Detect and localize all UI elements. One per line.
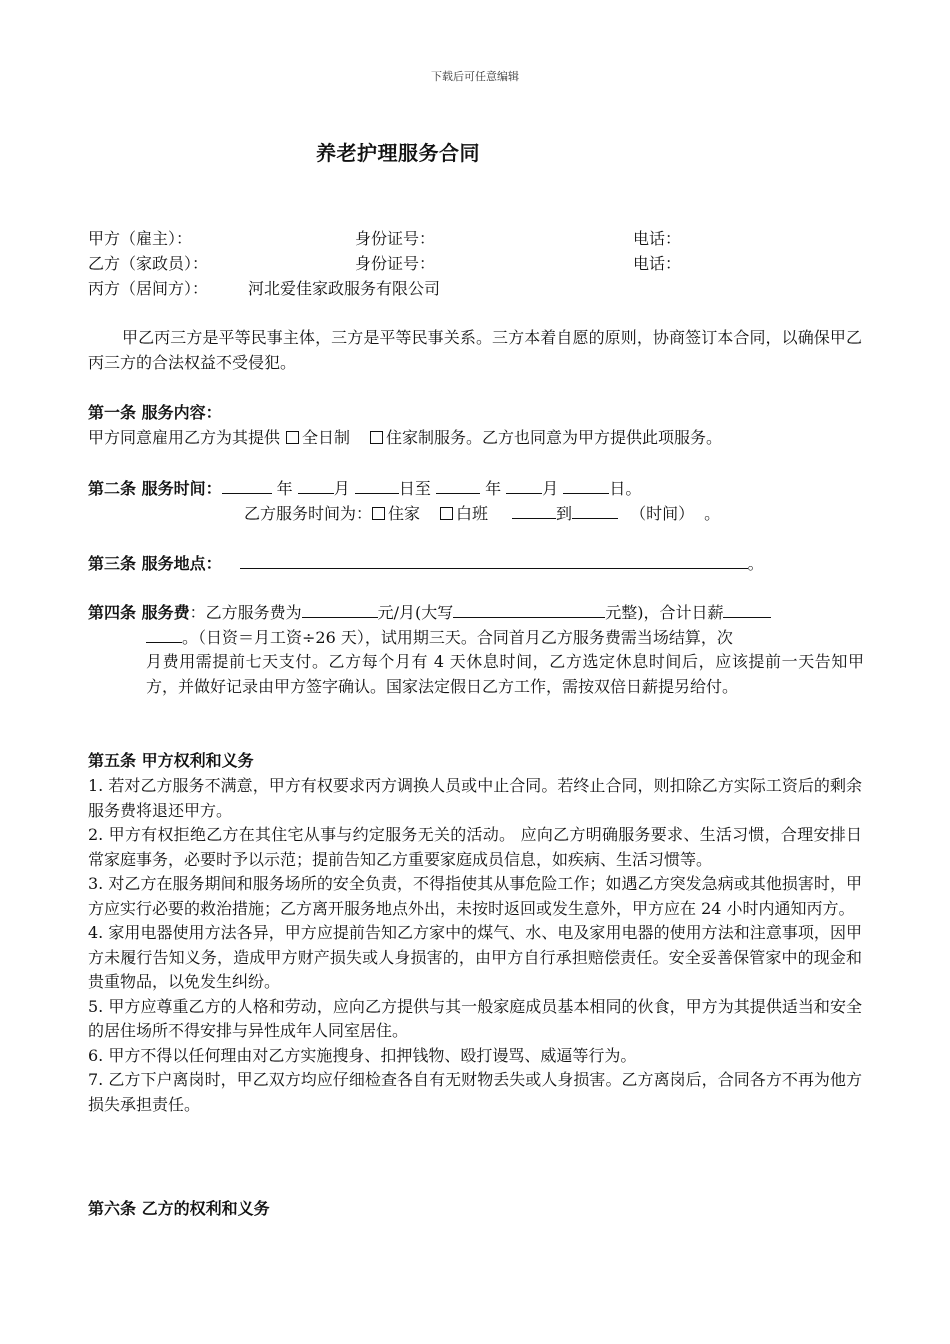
article4-fee-unit: 元/月(大写 <box>377 603 454 622</box>
article5-item-6: 6. 甲方不得以任何理由对乙方实施搜身、扣押钱物、殴打谩骂、威逼等行为。 <box>88 1045 637 1065</box>
article3-line <box>88 551 764 577</box>
party-b-phone-label: 电话： <box>633 254 682 273</box>
article2-line1 <box>88 476 641 502</box>
end-year-label: 年 <box>485 479 502 498</box>
article4-daily-label: 元整)，合计日薪 <box>605 603 724 622</box>
article4-fee-text: ：乙方服务费为 <box>189 603 302 622</box>
party-a-label: 甲方（雇主）： <box>88 229 193 248</box>
checkbox-full-time[interactable] <box>286 431 299 444</box>
header-note: 下载后可任意编辑 <box>431 70 519 83</box>
party-b-label: 乙方（家政员）： <box>88 254 209 273</box>
option-live-in-time: 住家 <box>388 504 421 523</box>
article1-text-before: 甲方同意雇用乙方为其提供 <box>88 428 281 447</box>
article5-item-5: 5. 甲方应尊重乙方的人格和劳动，应向乙方提供与其一般家庭成员基本相同的伙食，甲方为其提供适当和安全的居住场所不得安排与异性成年人同室居住。 <box>88 996 862 1040</box>
article5-item-4: 4. 家用电器使用方法各异，甲方应提前告知乙方家中的煤气、水、电及家用电器的使用方法和注意事项，因甲方未履行告知义务，造成甲方财产损失或人身损害的，由甲方自行承担赔偿责任。安全妥善保管家中的现金和贵重物品，以免发生纠纷。 <box>88 923 862 991</box>
article3-end: 。 <box>747 554 764 573</box>
service-time-label: 乙方服务时间为： <box>244 504 373 523</box>
article5-items <box>88 774 862 1117</box>
party-b-id-label: 身份证号： <box>355 254 436 273</box>
start-month-label: 月 <box>333 479 350 498</box>
end-day-blank[interactable] <box>563 476 609 494</box>
start-year-blank[interactable] <box>222 476 272 494</box>
document-title: 养老护理服务合同 <box>316 141 480 165</box>
checkbox-live-in[interactable] <box>370 431 383 444</box>
fee-uppercase-blank[interactable] <box>453 600 605 618</box>
article1-option-live-in: 住家制服务。乙方也同意为甲方提供此项服务。 <box>386 428 723 447</box>
service-address-blank[interactable] <box>240 551 748 569</box>
start-day-blank[interactable] <box>355 476 399 494</box>
time-to-label: 到 <box>556 504 573 523</box>
article2-heading: 第二条 服务时间： <box>88 479 222 498</box>
article5-item-7: 7. 乙方下户离岗时，甲乙双方均应仔细检查各自有无财物丢失或人身损害。乙方离岗后，合同各方不再为他方损失承担责任。 <box>88 1070 862 1114</box>
end-month-label: 月 <box>542 479 559 498</box>
article1-heading: 第一条 服务内容： <box>88 403 222 422</box>
daily-wage-blank-2[interactable] <box>146 625 182 643</box>
article5-item-2: 2. 甲方有权拒绝乙方在其住宅从事与约定服务无关的活动。 应向乙方明确服务要求、生活习惯，合理安排日常家庭事务，必要时予以示范；提前告知乙方重要家庭成员信息，如疾病、生活习惯等。 <box>88 825 862 869</box>
start-month-blank[interactable] <box>298 476 334 494</box>
checkbox-day-shift[interactable] <box>440 507 453 520</box>
article5-heading: 第五条 甲方权利和义务 <box>88 751 254 770</box>
article2-line2 <box>244 501 720 527</box>
time-to-blank[interactable] <box>572 501 618 519</box>
daily-wage-blank-1[interactable] <box>723 600 771 618</box>
party-c-label: 丙方（居间方）： <box>88 279 209 298</box>
article4-line2 <box>146 625 733 651</box>
article1-option-full-time: 全日制 <box>302 428 351 447</box>
end-day-label: 日。 <box>609 479 642 498</box>
time-from-blank[interactable] <box>512 501 556 519</box>
start-year-label: 年 <box>276 479 293 498</box>
time-label: （时间） <box>630 504 695 523</box>
end-month-blank[interactable] <box>506 476 542 494</box>
article5-item-1: 1. 若对乙方服务不满意，甲方有权要求丙方调换人员或中止合同。若终止合同，则扣除乙方实际工资后的剩余服务费将退还甲方。 <box>88 776 862 820</box>
checkbox-live-in-time[interactable] <box>372 507 385 520</box>
end-year-blank[interactable] <box>436 476 480 494</box>
party-c-name: 河北爱佳家政服务有限公司 <box>248 279 441 298</box>
article4-rest: 月费用需提前七天支付。乙方每个月有 4 天休息时间，乙方选定休息时间后，应该提前一天告知甲方，并做好记录由甲方签字确认。国家法定假日乙方工作，需按双倍日薪提另给付。 <box>146 652 864 696</box>
option-day-shift: 白班 <box>456 504 489 523</box>
party-a-phone-label: 电话： <box>633 229 682 248</box>
intro-paragraph: 甲乙丙三方是平等民事主体，三方是平等民事关系。三方本着自愿的原则，协商签订本合同，以确保甲乙丙三方的合法权益不受侵犯。 <box>88 328 862 372</box>
start-day-to-label: 日至 <box>398 479 431 498</box>
article1-text <box>88 426 722 451</box>
article4-line1 <box>88 600 771 626</box>
article2-line2-end: 。 <box>704 504 721 523</box>
monthly-fee-blank[interactable] <box>302 600 378 618</box>
article6-heading: 第六条 乙方的权利和义务 <box>88 1199 270 1218</box>
article4-heading: 第四条 服务费 <box>88 603 190 622</box>
article3-heading: 第三条 服务地点： <box>88 554 222 573</box>
party-a-id-label: 身份证号： <box>355 229 436 248</box>
article5-item-3: 3. 对乙方在服务期间和服务场所的安全负责，不得指使其从事危险工作；如遇乙方突发急病或其他损害时，甲方应实行必要的救治措施；乙方离开服务地点外出，未按时返回或发生意外，甲方应在 24 小时内通知丙方。 <box>88 874 862 918</box>
article4-line2-text: 。（日资＝月工资÷26 天），试用期三天。合同首月乙方服务费需当场结算，次 <box>182 628 733 647</box>
